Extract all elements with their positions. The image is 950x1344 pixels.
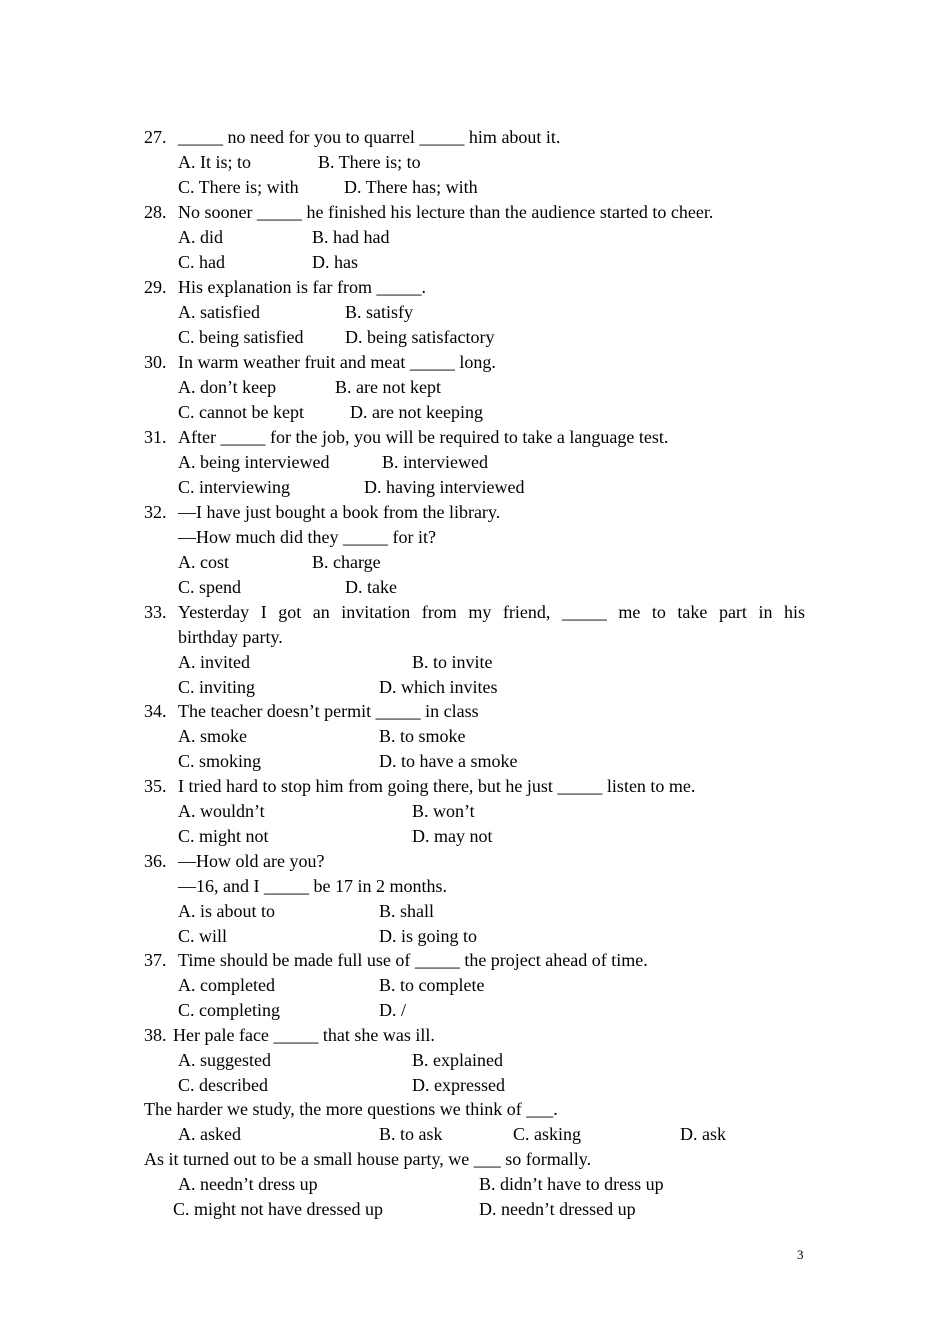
option-c: C. completing	[178, 1000, 280, 1020]
question-stem: After _____ for the job, you will be required to take a language test.	[178, 427, 669, 447]
option-b: B. didn’t have to dress up	[479, 1174, 664, 1194]
option-c: C. might not have dressed up	[173, 1199, 383, 1219]
option-b: B. are not kept	[335, 377, 441, 397]
question-stem: I tried hard to stop him from going there, but he just _____ listen to me.	[178, 776, 696, 796]
option-d: D. may not	[412, 826, 493, 846]
question-stem: The harder we study, the more questions we think of ___.	[144, 1099, 558, 1119]
question-stem: —How old are you?	[178, 851, 325, 871]
option-a: A. don’t keep	[178, 377, 277, 397]
option-b: B. explained	[412, 1050, 503, 1070]
question-number: 32.	[144, 502, 167, 522]
option-b: B. to complete	[379, 975, 485, 995]
option-a: A. smoke	[178, 726, 247, 746]
option-b: B. to invite	[412, 652, 493, 672]
question-stem-continued: —16, and I _____ be 17 in 2 months.	[178, 876, 447, 896]
question-stem: His explanation is far from _____.	[178, 277, 426, 297]
question-stem: Time should be made full use of _____ the project ahead of time.	[178, 950, 648, 970]
option-d: D. take	[345, 577, 397, 597]
question-number: 36.	[144, 851, 167, 871]
question-stem: —I have just bought a book from the library.	[178, 502, 501, 522]
question-number: 31.	[144, 427, 167, 447]
option-b: B. charge	[312, 552, 381, 572]
option-c: C. smoking	[178, 751, 262, 771]
option-b: B. to smoke	[379, 726, 466, 746]
option-d: D. /	[379, 1000, 406, 1020]
option-c: C. will	[178, 926, 228, 946]
page-number: 3	[797, 1247, 804, 1262]
option-a: A. completed	[178, 975, 275, 995]
question-stem: Her pale face _____ that she was ill.	[173, 1025, 435, 1045]
question-number: 38.	[144, 1025, 167, 1045]
option-c: C. interviewing	[178, 477, 290, 497]
option-a: A. is about to	[178, 901, 275, 921]
question-number: 33.	[144, 602, 167, 622]
option-c: C. asking	[513, 1124, 582, 1144]
option-a: A. cost	[178, 552, 229, 572]
option-d: D. having interviewed	[364, 477, 525, 497]
option-c: C. being satisfied	[178, 327, 304, 347]
option-d: D. needn’t dressed up	[479, 1199, 636, 1219]
question-stem: No sooner _____ he finished his lecture than the audience started to cheer.	[178, 202, 714, 222]
option-b: B. interviewed	[382, 452, 488, 472]
option-c: C. cannot be kept	[178, 402, 304, 422]
option-b: B. satisfy	[345, 302, 414, 322]
option-d: D. There has; with	[344, 177, 478, 197]
question-stem: In warm weather fruit and meat _____ long.	[178, 352, 496, 372]
option-d: D. are not keeping	[350, 402, 483, 422]
option-d: D. ask	[680, 1124, 726, 1144]
question-number: 29.	[144, 277, 167, 297]
option-a: A. being interviewed	[178, 452, 330, 472]
option-d: D. is going to	[379, 926, 478, 946]
question-number: 37.	[144, 950, 167, 970]
question-number: 30.	[144, 352, 167, 372]
option-c: C. spend	[178, 577, 241, 597]
question-stem: _____ no need for you to quarrel _____ him about it.	[178, 127, 561, 147]
option-a: A. asked	[178, 1124, 241, 1144]
option-a: A. needn’t dress up	[178, 1174, 318, 1194]
option-d: D. to have a smoke	[379, 751, 518, 771]
question-stem: Yesterday I got an invitation from my friend, _____ me to take part in his	[178, 602, 805, 622]
question-number: 27.	[144, 127, 167, 147]
option-b: B. won’t	[412, 801, 475, 821]
question-number: 28.	[144, 202, 167, 222]
option-a: A. suggested	[178, 1050, 271, 1070]
option-b: B. shall	[379, 901, 435, 921]
option-d: D. has	[312, 252, 358, 272]
option-a: A. It is; to	[178, 152, 252, 172]
question-stem: As it turned out to be a small house party, we ___ so formally.	[144, 1149, 592, 1169]
question-stem: The teacher doesn’t permit _____ in class	[178, 701, 479, 721]
option-c: C. had	[178, 252, 225, 272]
option-c: C. described	[178, 1075, 268, 1095]
option-d: D. being satisfactory	[345, 327, 495, 347]
option-a: A. invited	[178, 652, 250, 672]
question-number: 34.	[144, 701, 167, 721]
option-c: C. might not	[178, 826, 269, 846]
question-number: 35.	[144, 776, 167, 796]
option-a: A. satisfied	[178, 302, 260, 322]
option-c: C. inviting	[178, 677, 256, 697]
option-b: B. had had	[312, 227, 390, 247]
option-c: C. There is; with	[178, 177, 299, 197]
option-b: B. There is; to	[318, 152, 421, 172]
option-d: D. which invites	[379, 677, 498, 697]
question-stem-continued: birthday party.	[178, 627, 283, 647]
option-d: D. expressed	[412, 1075, 505, 1095]
option-b: B. to ask	[379, 1124, 443, 1144]
question-stem-continued: —How much did they _____ for it?	[178, 527, 436, 547]
option-a: A. wouldn’t	[178, 801, 265, 821]
option-a: A. did	[178, 227, 223, 247]
